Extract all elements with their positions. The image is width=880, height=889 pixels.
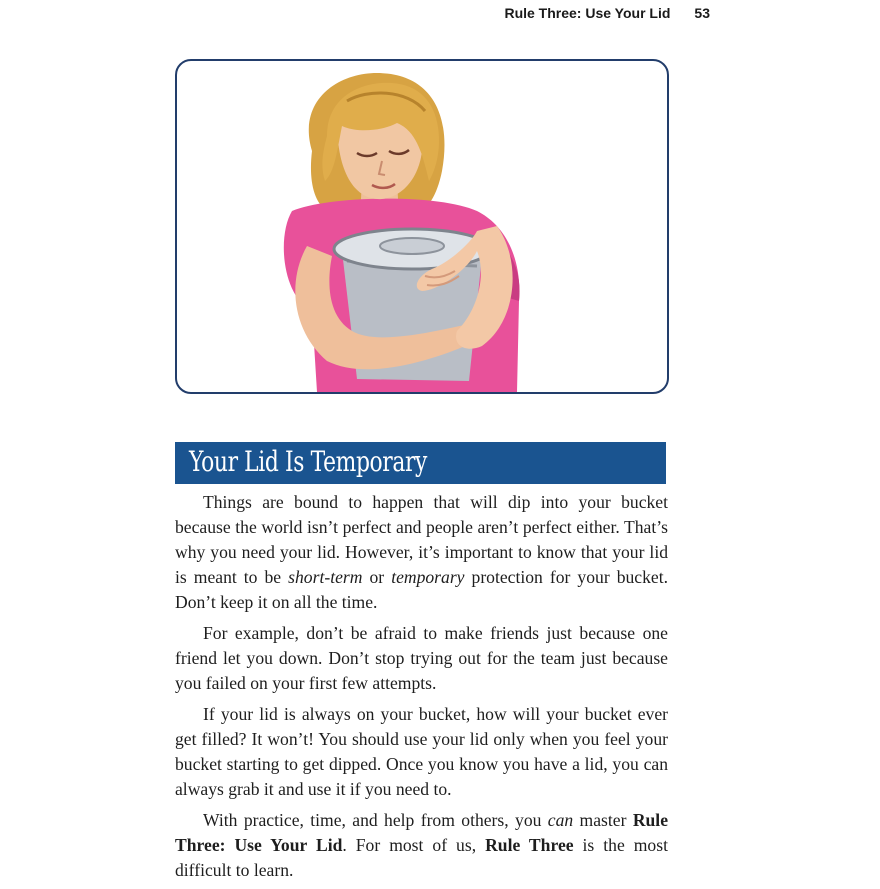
paragraph-1-text-3: protection for your bucket. Don’t keep it on all the time. [175, 567, 669, 612]
page-number: 53 [694, 5, 710, 21]
girl-hugging-lid-illustration [177, 61, 667, 392]
illustration-frame [175, 59, 669, 394]
body-text [175, 490, 668, 889]
paragraph-4-bold-2: Rule Three [485, 835, 574, 855]
paragraph-4-text-2: master [573, 810, 633, 830]
paragraph-1-text-1: Things are bound to happen that will dip into your bucket because the world isn’t perfect and people aren’t perfect either. That’s why you need your lid. However, it’s important to know that your lid is meant to be [175, 492, 668, 587]
paragraph-3 [175, 702, 668, 802]
paragraph-2-text-1: For example, don’t be afraid to make friends just because one friend let you down. Don’t stop trying out for the team just because you failed on your first few attempts. [175, 623, 668, 693]
paragraph-4 [175, 808, 668, 883]
paragraph-4-text-1: With practice, time, and help from others, you [203, 810, 548, 830]
section-title: Your Lid Is Temporary [189, 445, 427, 478]
paragraph-4-bold-1: Rule Three: Use Your Lid [175, 810, 668, 855]
running-title: Rule Three: Use Your Lid [504, 5, 671, 21]
paragraph-2 [175, 621, 668, 696]
paragraph-1-text-2: or [362, 567, 392, 587]
running-head [504, 5, 710, 21]
paragraph-3-text-1: If your lid is always on your bucket, how will your bucket ever get filled? It won’t! You should use your lid only when you feel your bucket starting to get dipped. Once you know you have a lid, you can always grab it and use it if you need to. [175, 704, 668, 799]
paragraph-1 [175, 490, 668, 615]
section-banner [175, 442, 666, 484]
paragraph-4-text-4: is the most difficult to learn. [175, 835, 668, 880]
paragraph-1-emphasis-2: temporary [391, 567, 465, 587]
paragraph-4-emphasis-1: can [547, 810, 574, 830]
paragraph-4-text-3: . For most of us, [342, 835, 486, 855]
paragraph-1-emphasis-1: short-term [288, 567, 363, 587]
